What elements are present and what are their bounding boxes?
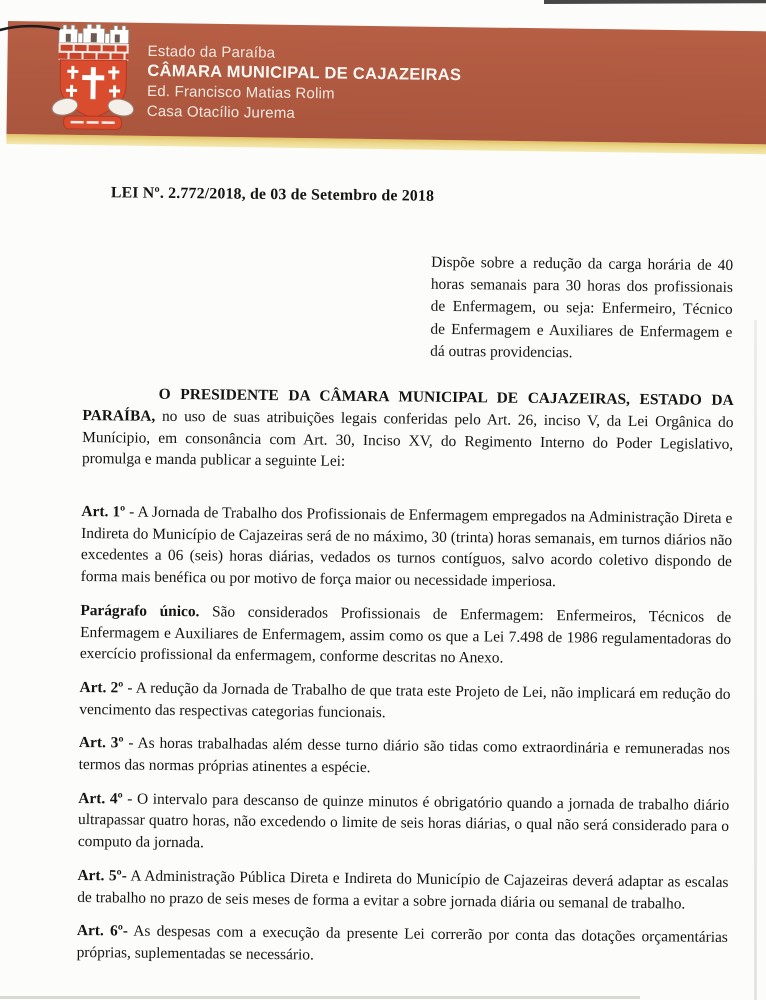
article-text: A Administração Pública Direta e Indireta do Município de Cajazeiras deverá adaptar as escalas de trabalho no prazo de seis meses de forma a evitar a sobre jornada diária ou semanal de trabalho. (77, 867, 729, 913)
law-ementa: Dispõe sobre a redução da carga horária de 40 horas semanais para 30 horas dos profissionais de Enfermagem, ou seja: Enfermeiro, Técnico de Enfermagem e Auxiliares de Enfermagem e dá outras providencias. (430, 253, 734, 362)
crest-ribbon (64, 116, 122, 130)
article-label: Art. 5º- (77, 866, 127, 885)
article-paragraph-6 (77, 920, 728, 970)
article-label: Art. 2º (79, 678, 124, 697)
header-state-line: Estado da Paraíba (147, 42, 276, 62)
header-house-line: Casa Otacílio Jurema (146, 102, 296, 122)
article-paragraph-3 (79, 732, 730, 782)
preamble-text: no uso de suas atribuições legais conferidas pelo Art. 26, inciso V, da Lei Orgânica do Munícipio, em consonância com Art. 30, Inciso XV, do Regimento Interno do Poder Legislativo, promulga e manda publicar a seguinte Lei: (81, 407, 734, 471)
law-title: LEI Nº. 2.772/2018, de 03 de Setembro de 2018 (110, 184, 435, 205)
article-text: - A Jornada de Trabalho dos Profissionais de Enfermagem empregados na Administração Direta e Indireta do Município de Cajazeiras será de no máximo, 30 (trinta) horas semanais, em turnos diários não excedentes a 06 (seis) horas diárias, vedados os turnos contíguos, salvo acordo coletivo dispondo de forma mais benéfica ou por motivo de força maior ou necessidade imperiosa. (80, 503, 733, 591)
preamble-authority: O PRESIDENTE DA CÂMARA MUNICIPAL DE CAJAZEIRAS, ESTADO DA PARAÍBA, (82, 385, 734, 425)
article-paragraph-1 (81, 501, 733, 595)
pen-mark-artifact (0, 16, 70, 46)
header-banner (6, 21, 766, 154)
scanner-edge-artifact (544, 0, 766, 4)
right-edge-artifact (754, 320, 757, 1000)
article-label: Parágrafo único. (80, 601, 200, 621)
article-text: As despesas com a execução da presente Lei correrão por conta das dotações orçamentárias próprias, suplementadas se necessário. (76, 922, 728, 964)
bottom-edge-artifact (0, 996, 640, 999)
article-label: Art. 1º (81, 502, 126, 521)
header-org-line: CÂMARA MUNICIPAL DE CAJAZEIRAS (147, 61, 462, 85)
header-text-block (147, 42, 462, 126)
article-paragraph-5 (77, 865, 728, 915)
article-paragraph-unique (80, 600, 732, 672)
article-text: - O intervalo para descanso de quinze minutos é obrigatório quando a jornada de trabalho diário ultrapassar quatro horas, não excedendo o limite de seis horas diárias, o qual não será considerado para o computo da jornada. (77, 790, 730, 852)
banner-background (6, 21, 766, 144)
document-body (77, 182, 736, 971)
article-text: São considerados Profissionais de Enfermagem: Enfermeiros, Técnicos de Enfermagem e Auxiliares de Enfermagem, assim como os que a Lei 7.498 de 1986 regulamentadoras do exercício profissional da enfermagem, conforme descritas no Anexo. (79, 603, 732, 667)
article-text: - A redução da Jornada de Trabalho de que trata este Projeto de Lei, não implicará em redução do vencimento das respectivas categorias funcionais. (79, 679, 731, 721)
article-label: Art. 6º- (76, 922, 129, 940)
article-paragraph-2 (79, 677, 730, 727)
article-text: - As horas trabalhadas além desse turno diário são tidas como extraordinária e remuneradas nos termos das normas próprias atinentes a espécie. (78, 734, 731, 777)
header-building-line: Ed. Francisco Matias Rolim (146, 82, 335, 103)
article-label: Art. 4º (78, 789, 123, 808)
article-paragraph-4 (78, 788, 730, 860)
article-label: Art. 3º (78, 734, 124, 752)
law-preamble (82, 383, 734, 477)
